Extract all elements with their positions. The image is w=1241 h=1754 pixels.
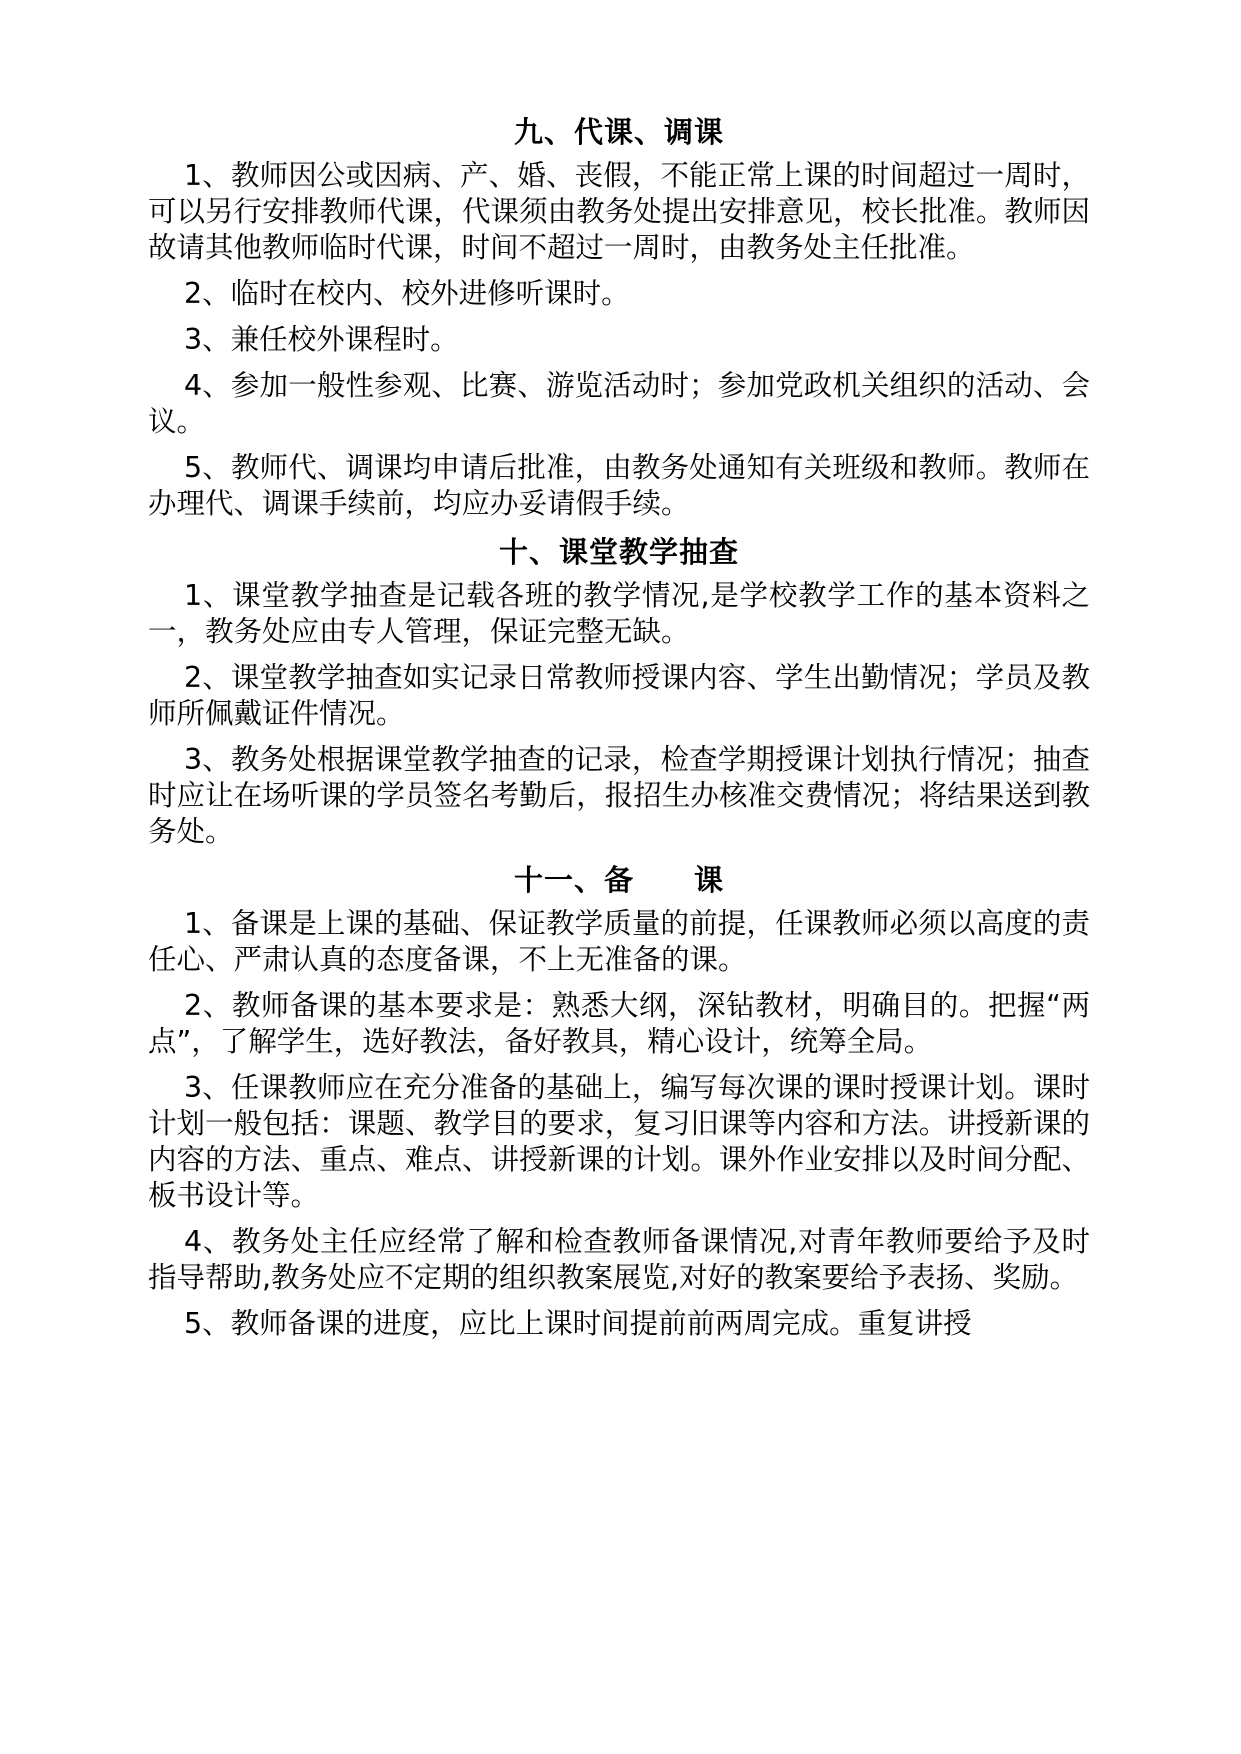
section-heading: 十、课堂教学抽查 bbox=[498, 535, 739, 569]
paragraph: 1、教师因公或因病、产、婚、丧假，不能正常上课的时间超过一周时，可以另行安排教师代课，代课须由教务处提出安排意见，校长批准。教师因故请其他教师临时代课，时间不超过一周时，由教务处主任批准。 bbox=[148, 159, 1090, 264]
paragraph: 2、课堂教学抽查如实记录日常教师授课内容、学生出勤情况；学员及教师所佩戴证件情况。 bbox=[148, 661, 1090, 730]
paragraph: 3、教务处根据课堂教学抽查的记录，检查学期授课计划执行情况；抽查时应让在场听课的学员签名考勤后，报招生办核准交费情况；将结果送到教务处。 bbox=[148, 743, 1090, 848]
paragraph: 5、教师备课的进度，应比上课时间提前前两周完成。重复讲授 bbox=[184, 1307, 972, 1340]
document-page bbox=[148, 112, 1090, 1352]
paragraph: 4、教务处主任应经常了解和检查教师备课情况,对青年教师要给予及时指导帮助,教务处应不定期的组织教案展览,对好的教案要给予表扬、奖励。 bbox=[148, 1225, 1090, 1294]
paragraph: 4、参加一般性参观、比赛、游览活动时；参加党政机关组织的活动、会议。 bbox=[148, 369, 1090, 438]
section-lesson-preparation bbox=[148, 860, 1090, 1342]
paragraph: 5、教师代、调课均申请后批准，由教务处通知有关班级和教师。教师在办理代、调课手续前，均应办妥请假手续。 bbox=[148, 451, 1090, 520]
section-heading: 十一、备 课 bbox=[513, 863, 724, 897]
paragraph: 3、任课教师应在充分准备的基础上，编写每次课的课时授课计划。课时计划一般包括：课题、教学目的要求，复习旧课等内容和方法。讲授新课的内容的方法、重点、难点、讲授新课的计划。课外作业安排以及时间分配、板书设计等。 bbox=[148, 1071, 1090, 1212]
section-heading: 九、代课、调课 bbox=[513, 115, 724, 149]
section-classroom-inspection bbox=[148, 532, 1090, 850]
paragraph: 1、备课是上课的基础、保证教学质量的前提，任课教师必须以高度的责任心、严肃认真的态度备课，不上无准备的课。 bbox=[148, 907, 1090, 976]
paragraph: 3、兼任校外课程时。 bbox=[184, 323, 459, 356]
paragraph: 2、教师备课的基本要求是：熟悉大纲，深钻教材，明确目的。把握“两点”，了解学生，选好教法，备好教具，精心设计，统筹全局。 bbox=[148, 989, 1090, 1058]
section-substitute-classes bbox=[148, 112, 1090, 522]
paragraph: 1、课堂教学抽查是记载各班的教学情况,是学校教学工作的基本资料之一，教务处应由专人管理，保证完整无缺。 bbox=[148, 579, 1090, 648]
paragraph: 2、临时在校内、校外进修听课时。 bbox=[184, 277, 630, 310]
